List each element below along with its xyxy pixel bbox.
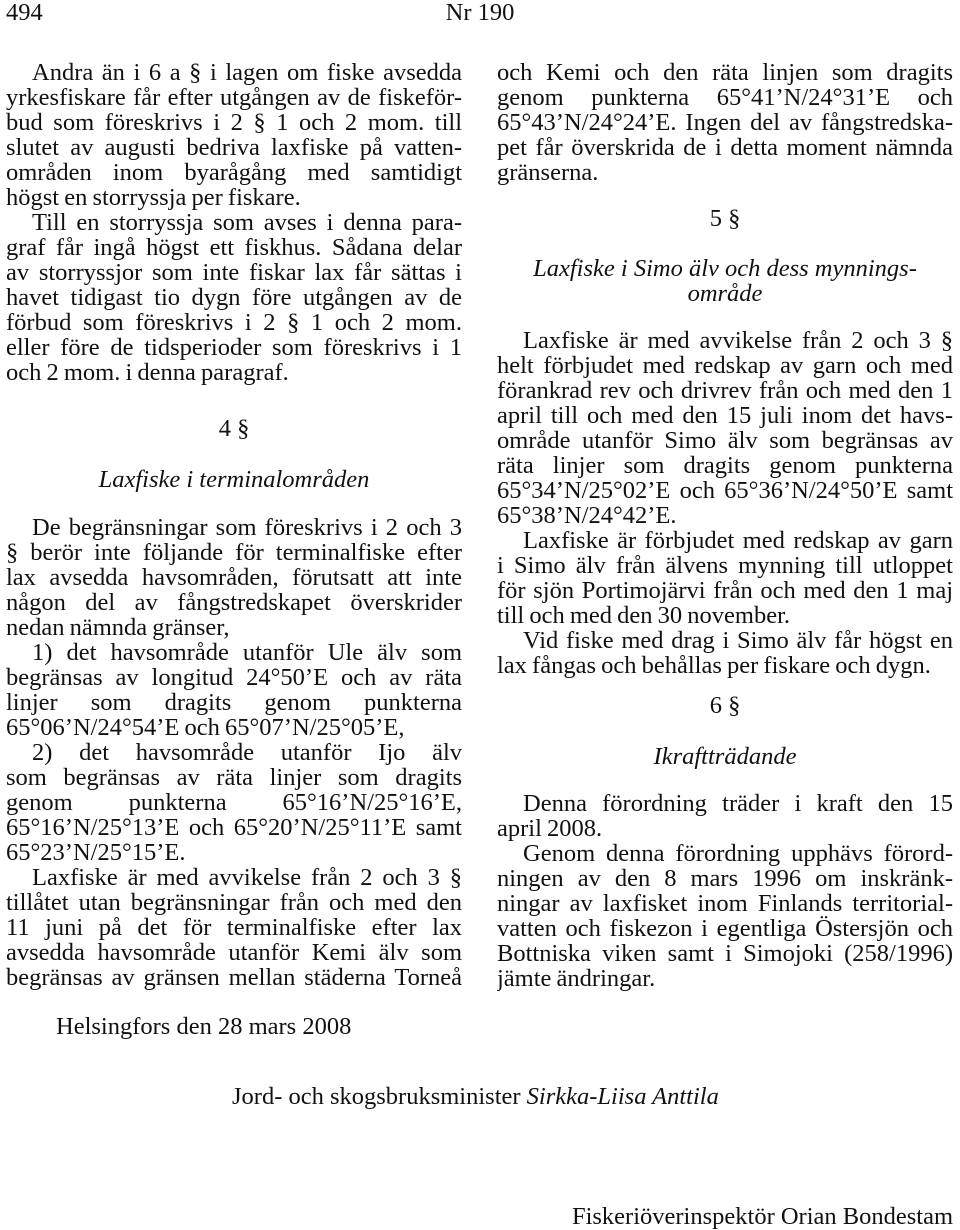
text-line: Denna förordning träder i kraft den 15 [523,790,953,816]
text-line: Laxfiske är med avvikelse från 2 och 3 § [523,327,953,353]
text-line: gränserna. [497,159,599,185]
paragraph [497,328,953,528]
section-number: 5 § [709,204,741,232]
text-line: jämte ändringar. [497,965,656,991]
text-line: högst en storryssja per fiskare. [6,184,301,210]
text-line: De begränsningar som föreskrivs i 2 och 3 [32,514,462,540]
text-line: lax fångas och behållas per fiskare och dygn. [497,652,931,678]
text-line: bud som föreskrivs i 2 § 1 och 2 mom. till [6,109,462,135]
text-line: Laxfiske är förbjudet med redskap av garn [523,527,953,553]
text-line: områden inom byarågång med samtidigt [6,159,462,185]
text-line: ningar av laxfisket inom Finlands territorial- [497,890,953,916]
page-number: 494 [6,0,43,26]
minister-signature [232,1084,719,1109]
text-line: genom punkterna 65°41’N/24°31’E och [497,84,953,110]
paragraph [497,628,953,678]
text-line: räta linjer som dragits genom punkterna [497,452,953,478]
paragraph [497,60,953,185]
text-line: pet får överskrida de i detta moment nämnda [497,134,953,160]
text-line: 65°23’N/25°15’E. [6,839,186,865]
text-line: ningen av den 8 mars 1996 om inskränk- [497,865,953,891]
text-line: Bottniska viken samt i Simojoki (258/1996) [497,940,953,966]
text-line: i Simo älv från älvens mynning till utloppet [497,552,953,578]
paragraph [497,841,953,991]
text-line: 2) det havsområde utanför Ijo älv [32,739,462,765]
left-column [6,60,462,990]
paragraph [6,515,462,640]
text-line: till och med den 30 november. [497,602,791,628]
text-line: Genom denna förordning upphävs förord- [523,840,953,866]
text-line: genom punkterna 65°16’N/25°16’E, [6,789,462,815]
text-line: Andra än i 6 a § i lagen om fiske avsedda [32,59,462,85]
text-line: tillåtet utan begränsningar från och med den [6,889,462,915]
paragraph [6,210,462,385]
text-line: 65°43’N/24°24’E. Ingen del av fångstredska- [497,109,953,135]
issue-number: Nr 190 [445,0,515,26]
text-line: och Kemi och den räta linjen som dragits [497,59,953,85]
section-number: 6 § [709,691,741,719]
text-line: begränsas av longitud 24°50’E och av räta [6,664,462,690]
paragraph [6,865,462,990]
text-line: för sjön Portimojärvi från och med den 1 maj [497,577,953,603]
paragraph [6,740,462,865]
text-line: § berör inte följande för terminalfiske efter [6,539,462,565]
text-line: slutet av augusti bedriva laxfiske på vatten- [6,134,462,160]
text-line: som begränsas av räta linjer som dragits [6,764,462,790]
minister-title: Jord- och skogsbruksminister [232,1082,521,1110]
text-line: Laxfiske är med avvikelse från 2 och 3 § [32,864,462,890]
section-title [497,256,953,306]
text-line: 65°16’N/25°13’E och 65°20’N/25°11’E samt [6,814,462,840]
text-line: nedan nämnda gränser, [6,614,230,640]
text-line: område utanför Simo älv som begränsas av [497,427,953,453]
right-column [497,60,953,991]
text-line: linjer som dragits genom punkterna [6,689,462,715]
paragraph [6,60,462,210]
section-title-line: Laxfiske i Simo älv och dess mynnings- [533,254,917,282]
text-line: april till och med den 15 juli inom det havs- [497,402,953,428]
section-title: Laxfiske i terminalområden [98,465,370,493]
text-line: havet tidigast tio dygn före utgången av de [6,284,462,310]
text-line: avsedda havsområde utanför Kemi älv som [6,939,462,965]
text-line: Vid fiske med drag i Simo älv får högst en [523,627,953,653]
text-line: lax avsedda havsområden, förutsatt att inte [6,564,462,590]
paragraph [6,640,462,740]
section-number: 4 § [218,414,250,442]
text-line: 1) det havsområde utanför Ule älv som [32,639,462,665]
text-line: april 2008. [497,815,603,841]
text-line: yrkesfiskare får efter utgången av de fiskeför- [6,84,462,110]
text-line: någon del av fångstredskapet överskrider [6,589,462,615]
text-line: förankrad rev och drivrev från och med den 1 [497,377,953,403]
text-line: Till en storryssja som avses i denna para- [32,209,462,235]
paragraph [497,528,953,628]
text-line: begränsas av gränsen mellan städerna Torneå [6,964,462,990]
text-line: 65°38’N/24°42’E. [497,502,677,528]
text-line: 11 juni på det för terminalfiske efter lax [6,914,462,940]
paragraph [497,791,953,841]
text-line: helt förbjudet med redskap av garn och med [497,352,953,378]
official-signature: Fiskeriöverinspektör Orian Bondestam [571,1202,953,1230]
place-and-date: Helsingfors den 28 mars 2008 [56,1012,352,1040]
text-line: 65°06’N/24°54’E och 65°07’N/25°05’E, [6,714,405,740]
text-line: eller före de tidsperioder som föreskrivs i 1 [6,334,462,360]
section-title: Ikraftträdande [653,742,797,770]
text-line: graf får ingå högst ett fiskhus. Sådana delar [6,234,462,260]
text-line: vatten och fiskezon i egentliga Östersjön och [497,915,953,941]
text-line: 65°34’N/25°02’E och 65°36’N/24°50’E samt [497,477,953,503]
text-line: förbud som föreskrivs i 2 § 1 och 2 mom. [6,309,462,335]
text-line: av storryssjor som inte fiskar lax får sättas i [6,259,462,285]
text-line: och 2 mom. i denna paragraf. [6,359,289,385]
minister-name: Sirkka-Liisa Anttila [526,1082,719,1110]
section-title-line: område [687,279,763,307]
